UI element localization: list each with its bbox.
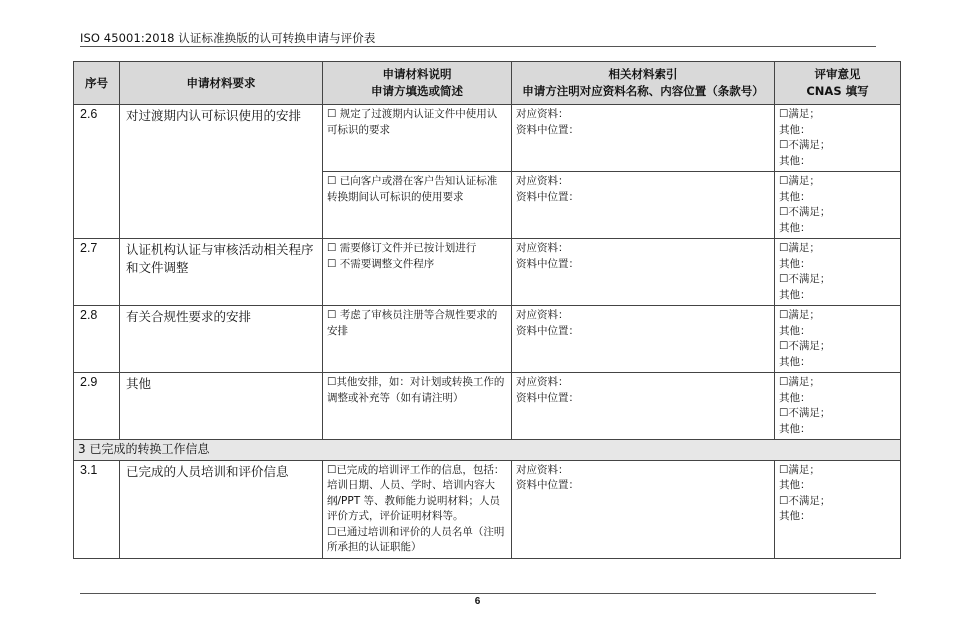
row-review-opinion[interactable] [775, 239, 901, 306]
satisfied-checkbox[interactable]: ☐满足； [779, 175, 820, 187]
satisfied-checkbox[interactable]: ☐满足； [779, 309, 820, 321]
corresponding-material-label: 对应资料： [516, 175, 569, 187]
header-material-index [512, 62, 775, 105]
other-label: 其他： [779, 479, 811, 491]
option-training-info[interactable]: ☐已完成的培训评工作的信息，包括：培训日期、人员、学时、培训内容大纲/PPT 等、教师能力说明材料；人员评价方式，评价证明材料等。 [327, 463, 505, 522]
row-requirement: 其他 [120, 373, 323, 440]
header-index-line2: 申请方注明对应资料名称、内容位置（条款号） [522, 84, 764, 98]
material-position-label: 资料中位置： [516, 190, 579, 203]
document-header-title: ISO 45001:2018 认证标准换版的认可转换申请与评价表 [80, 31, 376, 45]
table-row [74, 306, 901, 373]
footer-divider [80, 593, 876, 594]
header-desc-line2: 申请方填选或简述 [371, 84, 463, 98]
corresponding-material-label: 对应资料： [516, 309, 569, 321]
corresponding-material-label: 对应资料： [516, 108, 569, 120]
unsatisfied-checkbox[interactable]: ☐不满足； [779, 273, 831, 285]
material-position-label: 资料中位置： [516, 324, 579, 337]
row-requirement: 已完成的人员培训和评价信息 [120, 460, 323, 558]
row-serial-no: 2.8 [74, 306, 120, 373]
satisfied-checkbox[interactable]: ☐满足； [779, 242, 820, 254]
row-serial-no: 2.7 [74, 239, 120, 306]
header-serial-no: 序号 [74, 62, 120, 105]
corresponding-material-label: 对应资料： [516, 242, 569, 254]
row-review-opinion[interactable] [775, 105, 901, 172]
row-requirement: 对过渡期内认可标识使用的安排 [120, 105, 323, 239]
header-material-requirement: 申请材料要求 [120, 62, 323, 105]
header-desc-line1: 申请材料说明 [382, 67, 452, 81]
table-row [74, 460, 901, 558]
unsatisfied-checkbox[interactable]: ☐不满足； [779, 407, 831, 419]
row-description[interactable]: ☐其他安排，如：对计划或转换工作的调整或补充等（如有请注明） [323, 373, 512, 440]
option-personnel-list[interactable]: ☐已通过培训和评价的人员名单（注明所承担的认证职能） [327, 525, 505, 553]
row-material-index[interactable] [512, 306, 775, 373]
row-material-index[interactable] [512, 172, 775, 239]
header-review-line2: CNAS 填写 [806, 84, 869, 98]
unsatisfied-checkbox[interactable]: ☐不满足； [779, 494, 831, 507]
row-requirement: 认证机构认证与审核活动相关程序和文件调整 [120, 239, 323, 306]
material-position-label: 资料中位置： [516, 391, 579, 404]
other-label: 其他： [779, 221, 811, 234]
satisfied-checkbox[interactable]: ☐满足； [779, 463, 820, 476]
application-evaluation-table [73, 61, 901, 559]
page-number: 6 [474, 596, 481, 607]
unsatisfied-checkbox[interactable]: ☐不满足； [779, 206, 831, 218]
section-title: 3 已完成的转换工作信息 [74, 440, 901, 461]
row-description[interactable]: ☐ 规定了过渡期内认证文件中使用认可标识的要求 [323, 105, 512, 172]
other-label: 其他： [779, 510, 811, 522]
row-review-opinion[interactable] [775, 373, 901, 440]
header-review-opinion [775, 62, 901, 105]
option-revise-documents[interactable]: ☐ 需要修订文件并已按计划进行 [327, 242, 477, 254]
option-no-adjustment[interactable]: ☐ 不需要调整文件程序 [327, 257, 435, 270]
row-requirement: 有关合规性要求的安排 [120, 306, 323, 373]
row-description[interactable]: ☐ 考虑了审核员注册等合规性要求的安排 [323, 306, 512, 373]
other-label: 其他： [779, 257, 811, 270]
other-label: 其他： [779, 391, 811, 404]
material-position-label: 资料中位置： [516, 479, 579, 491]
satisfied-checkbox[interactable]: ☐满足； [779, 376, 820, 388]
header-divider [80, 46, 876, 47]
table-row [74, 239, 901, 306]
material-position-label: 资料中位置： [516, 257, 579, 270]
corresponding-material-label: 对应资料： [516, 376, 569, 388]
row-material-index[interactable] [512, 373, 775, 440]
row-serial-no: 2.9 [74, 373, 120, 440]
row-material-index[interactable] [512, 105, 775, 172]
table-row [74, 373, 901, 440]
corresponding-material-label: 对应资料： [516, 463, 569, 476]
material-position-label: 资料中位置： [516, 123, 579, 136]
row-description[interactable] [323, 239, 512, 306]
section-row [74, 440, 901, 461]
other-label: 其他： [779, 288, 811, 301]
row-description[interactable] [323, 460, 512, 558]
row-review-opinion[interactable] [775, 172, 901, 239]
other-label: 其他： [779, 324, 811, 337]
row-material-index[interactable] [512, 239, 775, 306]
other-label: 其他： [779, 123, 811, 136]
table-header-row [74, 62, 901, 105]
row-material-index[interactable] [512, 460, 775, 558]
row-serial-no: 2.6 [74, 105, 120, 239]
unsatisfied-checkbox[interactable]: ☐不满足； [779, 139, 831, 151]
header-review-line1: 评审意见 [814, 67, 861, 81]
other-label: 其他： [779, 154, 811, 167]
row-serial-no: 3.1 [74, 460, 120, 558]
header-index-line1: 相关材料索引 [608, 67, 678, 81]
row-review-opinion[interactable] [775, 460, 901, 558]
other-label: 其他： [779, 355, 811, 368]
satisfied-checkbox[interactable]: ☐满足； [779, 108, 820, 120]
table-row [74, 105, 901, 172]
other-label: 其他： [779, 422, 811, 435]
unsatisfied-checkbox[interactable]: ☐不满足； [779, 340, 831, 352]
row-review-opinion[interactable] [775, 306, 901, 373]
row-description[interactable]: ☐ 已向客户或潜在客户告知认证标准转换期间认可标识的使用要求 [323, 172, 512, 239]
header-material-description [323, 62, 512, 105]
other-label: 其他： [779, 190, 811, 203]
